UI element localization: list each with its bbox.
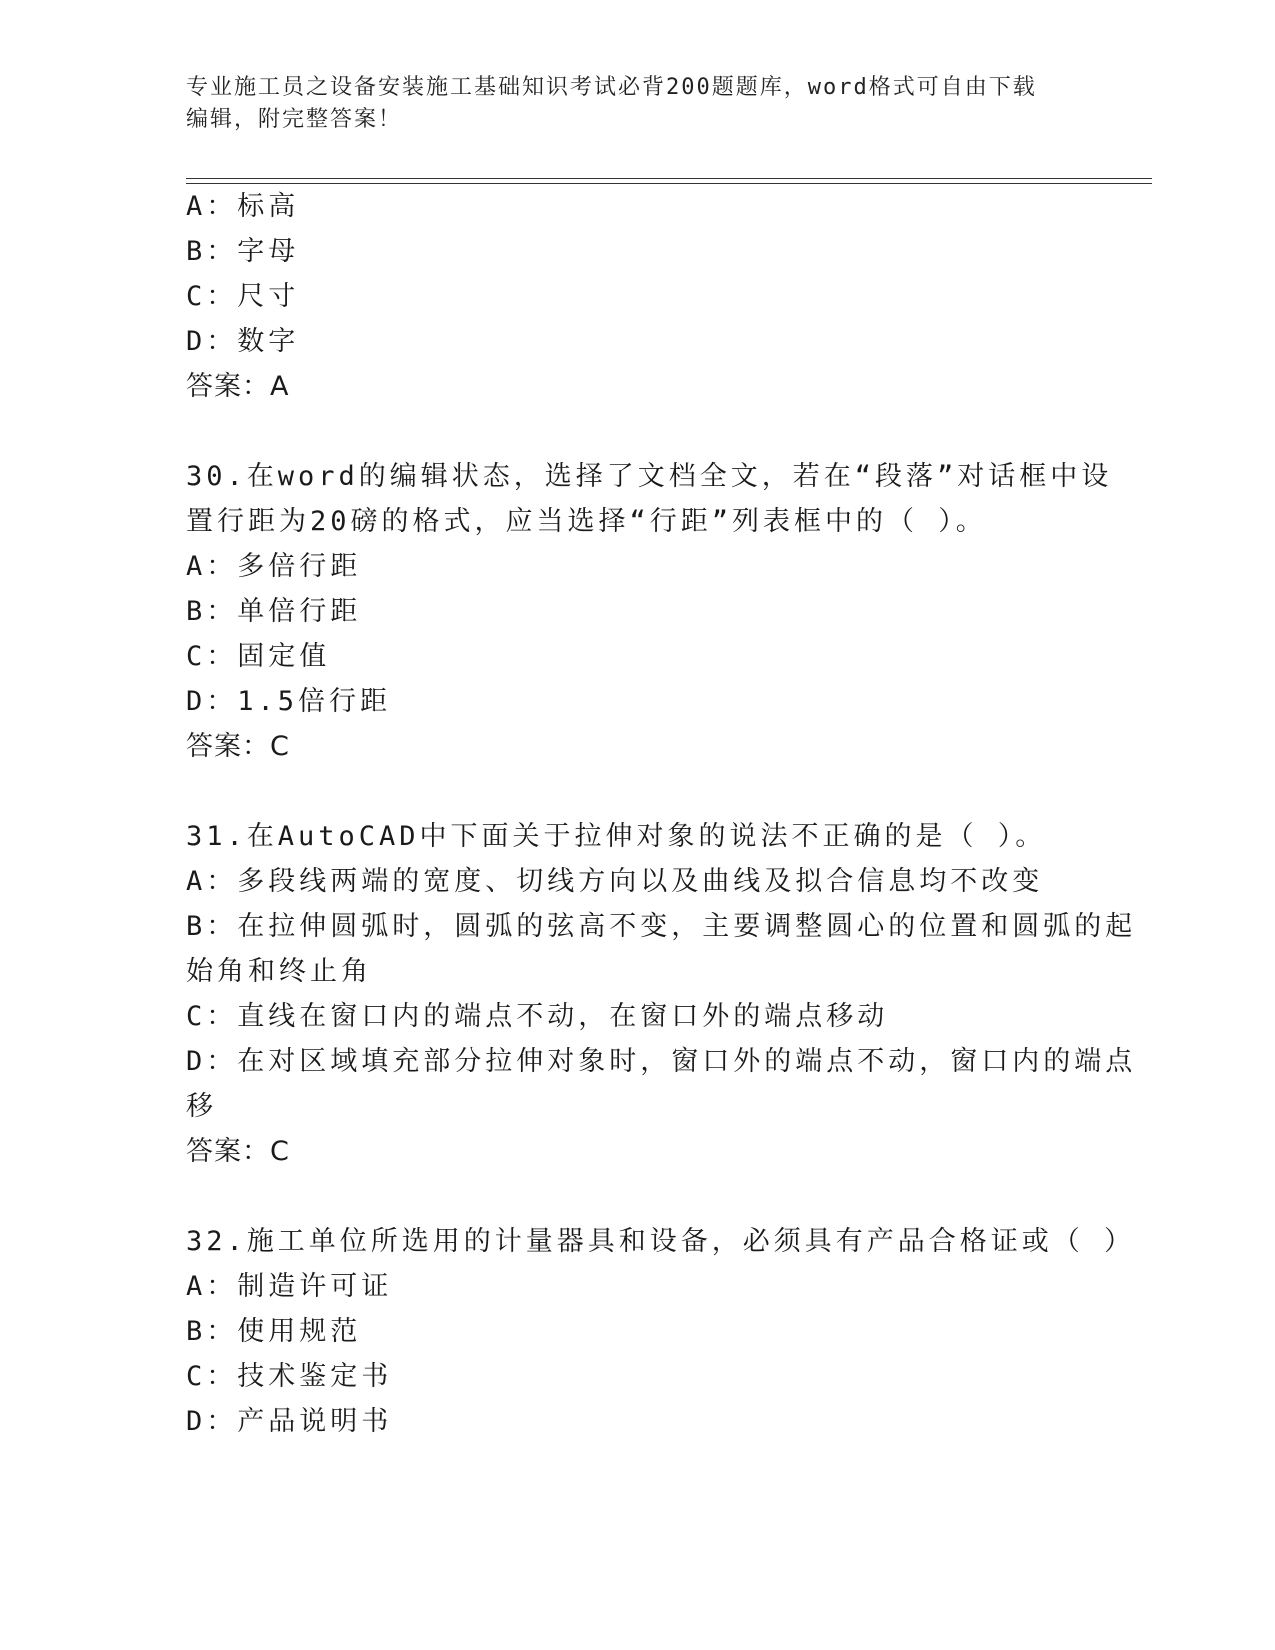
q31-stem: 31.在AutoCAD中下面关于拉伸对象的说法不正确的是（ ）。	[186, 821, 1047, 852]
q32-option-c: C：技术鉴定书	[186, 1361, 393, 1392]
q29-option-a: A：标高	[186, 191, 300, 222]
q32-option-a: A：制造许可证	[186, 1271, 393, 1302]
q31-option-d: D：在对区域填充部分拉伸对象时，窗口外的端点不动，窗口内的端点	[186, 1046, 1137, 1077]
q30-option-b: B：单倍行距	[186, 596, 362, 627]
q30-option-c: C：固定值	[186, 641, 331, 672]
q29-answer: 答案：A	[186, 371, 290, 402]
q30-answer: 答案：C	[186, 731, 290, 762]
q29-option-d: D：数字	[186, 326, 300, 357]
q30-stem-line-1: 30.在word的编辑状态，选择了文档全文，若在“段落”对话框中设	[186, 461, 1113, 492]
document-header	[186, 72, 1066, 136]
q32-option-d: D：产品说明书	[186, 1406, 393, 1437]
q30-option-a: A：多倍行距	[186, 551, 362, 582]
header-divider-bottom	[186, 183, 1152, 184]
q31-option-b-cont: 始角和终止角	[186, 956, 372, 987]
q32-option-b: B：使用规范	[186, 1316, 362, 1347]
q30-option-d: D：1.5倍行距	[186, 686, 392, 717]
q31-option-d-cont: 移	[186, 1091, 217, 1122]
header-divider-top	[186, 178, 1152, 179]
q31-answer: 答案：C	[186, 1136, 290, 1167]
q31-option-a: A：多段线两端的宽度、切线方向以及曲线及拟合信息均不改变	[186, 866, 1044, 897]
header-line-1: 专业施工员之设备安装施工基础知识考试必背200题题库，word格式可自由下载	[186, 75, 1037, 100]
header-line-2: 编辑，附完整答案！	[186, 107, 403, 132]
q31-option-c: C：直线在窗口内的端点不动，在窗口外的端点移动	[186, 1001, 889, 1032]
q29-option-c: C：尺寸	[186, 281, 300, 312]
q29-option-b: B：字母	[186, 236, 300, 267]
q30-stem-line-2: 置行距为20磅的格式，应当选择“行距”列表框中的（ ）。	[186, 506, 987, 537]
q31-option-b: B：在拉伸圆弧时，圆弧的弦高不变，主要调整圆心的位置和圆弧的起	[186, 911, 1137, 942]
q32-stem: 32.施工单位所选用的计量器具和设备，必须具有产品合格证或（ ）	[186, 1226, 1136, 1257]
